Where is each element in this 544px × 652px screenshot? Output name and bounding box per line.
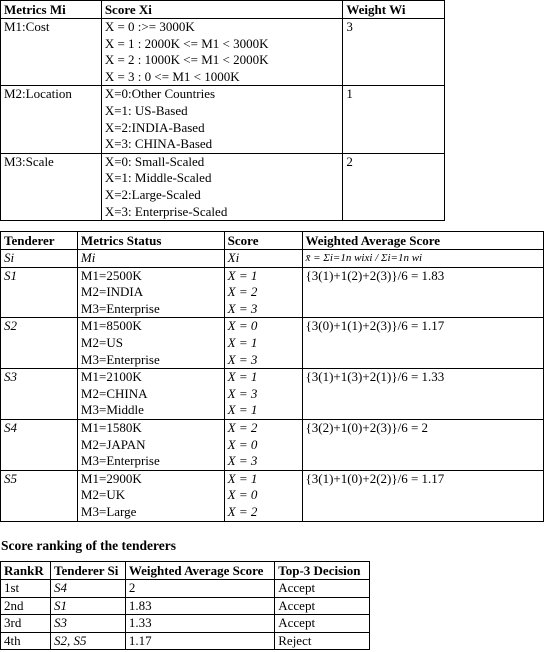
score: 1.83 — [125, 597, 274, 615]
tenderer-symbol: Si — [1, 250, 78, 268]
metric-scores: X=0: Small-Scaled X=1: Middle-Scaled X=2:Large-Scaled X=3: Enterprise-Scaled — [101, 153, 343, 220]
rank: 4th — [1, 632, 51, 650]
ranking-header-row — [1, 562, 370, 580]
tenderer-id: S2 — [1, 318, 78, 369]
weighted-average: {3(1)+1(0)+2(2)}/6 = 1.17 — [302, 470, 544, 521]
metrics-status: M1=2500K M2=INDIA M3=Enterprise — [77, 267, 224, 318]
metric-scores: X=0:Other Countries X=1: US-Based X=2:INDIA-Based X=3: CHINA-Based — [101, 86, 343, 153]
tenderer: S2, S5 — [50, 632, 125, 650]
metric-name: M1:Cost — [1, 19, 102, 86]
tenderer-id: S4 — [1, 419, 78, 470]
scores: X = 1 X = 0 X = 2 — [224, 470, 302, 521]
formula: x̄ = Σi=1n wixi / Σi=1n wi — [302, 250, 544, 268]
weighted-average: {3(1)+1(2)+2(3)}/6 = 1.83 — [302, 267, 544, 318]
score-header: Score — [224, 232, 302, 250]
decision: Accept — [275, 615, 370, 633]
tenderer-header: Tenderer Si — [50, 562, 125, 580]
score-symbol: Xi — [224, 250, 302, 268]
scores: X = 1 X = 3 X = 1 — [224, 369, 302, 420]
metrics-table — [0, 0, 445, 221]
decision: Accept — [275, 597, 370, 615]
tenderer: S4 — [50, 580, 125, 598]
tenderer: S3 — [50, 615, 125, 633]
weight-header: Weight Wi — [343, 1, 445, 19]
score-header: Weighted Average Score — [125, 562, 274, 580]
tenderer: S1 — [50, 597, 125, 615]
weighted-average-header: Weighted Average Score — [302, 232, 544, 250]
scores: X = 2 X = 0 X = 3 — [224, 419, 302, 470]
score: 1.17 — [125, 632, 274, 650]
tenderer-id: S1 — [1, 267, 78, 318]
tenderer-id: S5 — [1, 470, 78, 521]
ranking-row — [1, 597, 370, 615]
decision: Reject — [275, 632, 370, 650]
tenderer-id: S3 — [1, 369, 78, 420]
metrics-header-row — [1, 1, 445, 19]
score: 1.33 — [125, 615, 274, 633]
score: 2 — [125, 580, 274, 598]
metrics-header: Metrics Mi — [1, 1, 102, 19]
metric-weight: 2 — [343, 153, 445, 220]
metric-row-location — [1, 86, 445, 153]
tenderer-row — [1, 470, 544, 521]
metric-name: M3:Scale — [1, 153, 102, 220]
metrics-status: M1=2100K M2=CHINA M3=Middle — [77, 369, 224, 420]
ranking-row — [1, 615, 370, 633]
ranking-row — [1, 580, 370, 598]
rank: 3rd — [1, 615, 51, 633]
tenderer-subheader-row — [1, 250, 544, 268]
metric-name: M2:Location — [1, 86, 102, 153]
tenderer-row — [1, 419, 544, 470]
decision: Accept — [275, 580, 370, 598]
ranking-row — [1, 632, 370, 650]
tenderer-header-row — [1, 232, 544, 250]
metrics-status: M1=1580K M2=JAPAN M3=Enterprise — [77, 419, 224, 470]
score-header: Score Xi — [101, 1, 343, 19]
weighted-average: {3(1)+1(3)+2(1)}/6 = 1.33 — [302, 369, 544, 420]
tenderer-table — [0, 231, 544, 522]
tenderer-row — [1, 318, 544, 369]
ranking-table — [0, 561, 370, 650]
decision-header: Top-3 Decision — [275, 562, 370, 580]
tenderer-row — [1, 369, 544, 420]
metrics-status-header: Metrics Status — [77, 232, 224, 250]
metrics-status: M1=8500K M2=US M3=Enterprise — [77, 318, 224, 369]
tenderer-header: Tenderer — [1, 232, 78, 250]
metric-row-scale — [1, 153, 445, 220]
metric-weight: 1 — [343, 86, 445, 153]
metric-row-cost — [1, 19, 445, 86]
metrics-status: M1=2900K M2=UK M3=Large — [77, 470, 224, 521]
metric-scores: X = 0 :>= 3000K X = 1 : 2000K <= M1 < 3000K X = 2 : 1000K <= M1 < 2000K X = 3 : 0 <= M1 < 1000K — [101, 19, 343, 86]
weighted-average: {3(2)+1(0)+2(3)}/6 = 2 — [302, 419, 544, 470]
weighted-average: {3(0)+1(1)+2(3)}/6 = 1.17 — [302, 318, 544, 369]
metrics-symbol: Mi — [77, 250, 224, 268]
rank: 2nd — [1, 597, 51, 615]
rank: 1st — [1, 580, 51, 598]
scores: X = 0 X = 1 X = 3 — [224, 318, 302, 369]
metric-weight: 3 — [343, 19, 445, 86]
rank-header: RankR — [1, 562, 51, 580]
scores: X = 1 X = 2 X = 3 — [224, 267, 302, 318]
tenderer-row — [1, 267, 544, 318]
ranking-caption: Score ranking of the tenderers — [1, 538, 176, 553]
